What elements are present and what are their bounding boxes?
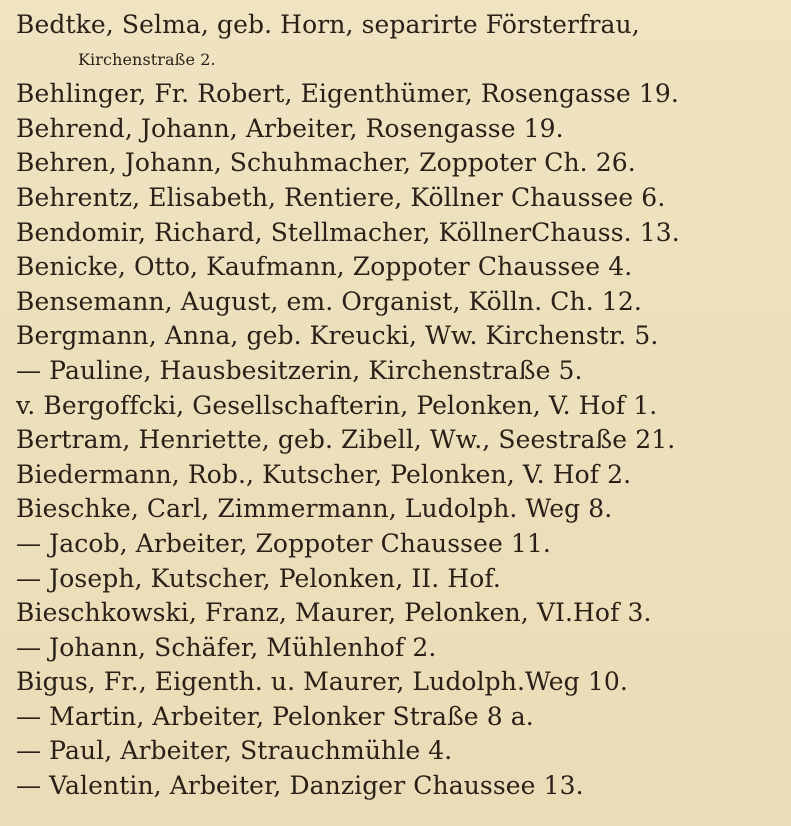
entry-line: Bergmann, Anna, geb. Kreucki, Ww. Kirchenstr. 5. [16,321,659,351]
entry-line: — Jacob, Arbeiter, Zoppoter Chaussee 11. [16,528,551,558]
entry-line: Behrend, Johann, Arbeiter, Rosengasse 19. [16,113,564,143]
entry-line: — Paul, Arbeiter, Strauchmühle 4. [16,736,453,766]
entry-line: Bensemann, August, em. Organist, Kölln. Ch. 12. [16,286,642,316]
entry-line: Benicke, Otto, Kaufmann, Zoppoter Chaussee 4. [16,252,633,282]
entry-line: Bieschkowski, Franz, Maurer, Pelonken, VI.Hof 3. [16,598,652,628]
entry-line: Bigus, Fr., Eigenth. u. Maurer, Ludolph.Weg 10. [16,667,628,697]
entry-line: — Pauline, Hausbesitzerin, Kirchenstraße 5. [16,355,583,385]
entry-line: — Valentin, Arbeiter, Danziger Chaussee 13. [16,771,584,801]
entry-line: — Martin, Arbeiter, Pelonker Straße 8 a. [16,701,534,731]
entry-line: — Johann, Schäfer, Mühlenhof 2. [16,632,437,662]
entry-line: — Joseph, Kutscher, Pelonken, II. Hof. [16,563,501,593]
entry-line: Bieschke, Carl, Zimmermann, Ludolph. Weg 8. [16,494,613,524]
entry-line-continuation: Kirchenstraße 2. [78,49,216,69]
entry-line: Bedtke, Selma, geb. Horn, separirte Försterfrau, [16,10,640,39]
entry-line: v. Bergoffcki, Gesellschafterin, Pelonken, V. Hof 1. [16,390,658,420]
entry-line: Biedermann, Rob., Kutscher, Pelonken, V. Hof 2. [16,459,632,489]
entry-line: Behrentz, Elisabeth, Rentiere, Köllner Chaussee 6. [16,182,666,212]
entry-line: Behren, Johann, Schuhmacher, Zoppoter Ch. 26. [16,148,636,178]
entry-line: Bertram, Henriette, geb. Zibell, Ww., Seestraße 21. [16,425,676,455]
entry-line: Behlinger, Fr. Robert, Eigenthümer, Rosengasse 19. [16,79,679,109]
entry-line: Bendomir, Richard, Stellmacher, KöllnerChauss. 13. [16,217,680,247]
